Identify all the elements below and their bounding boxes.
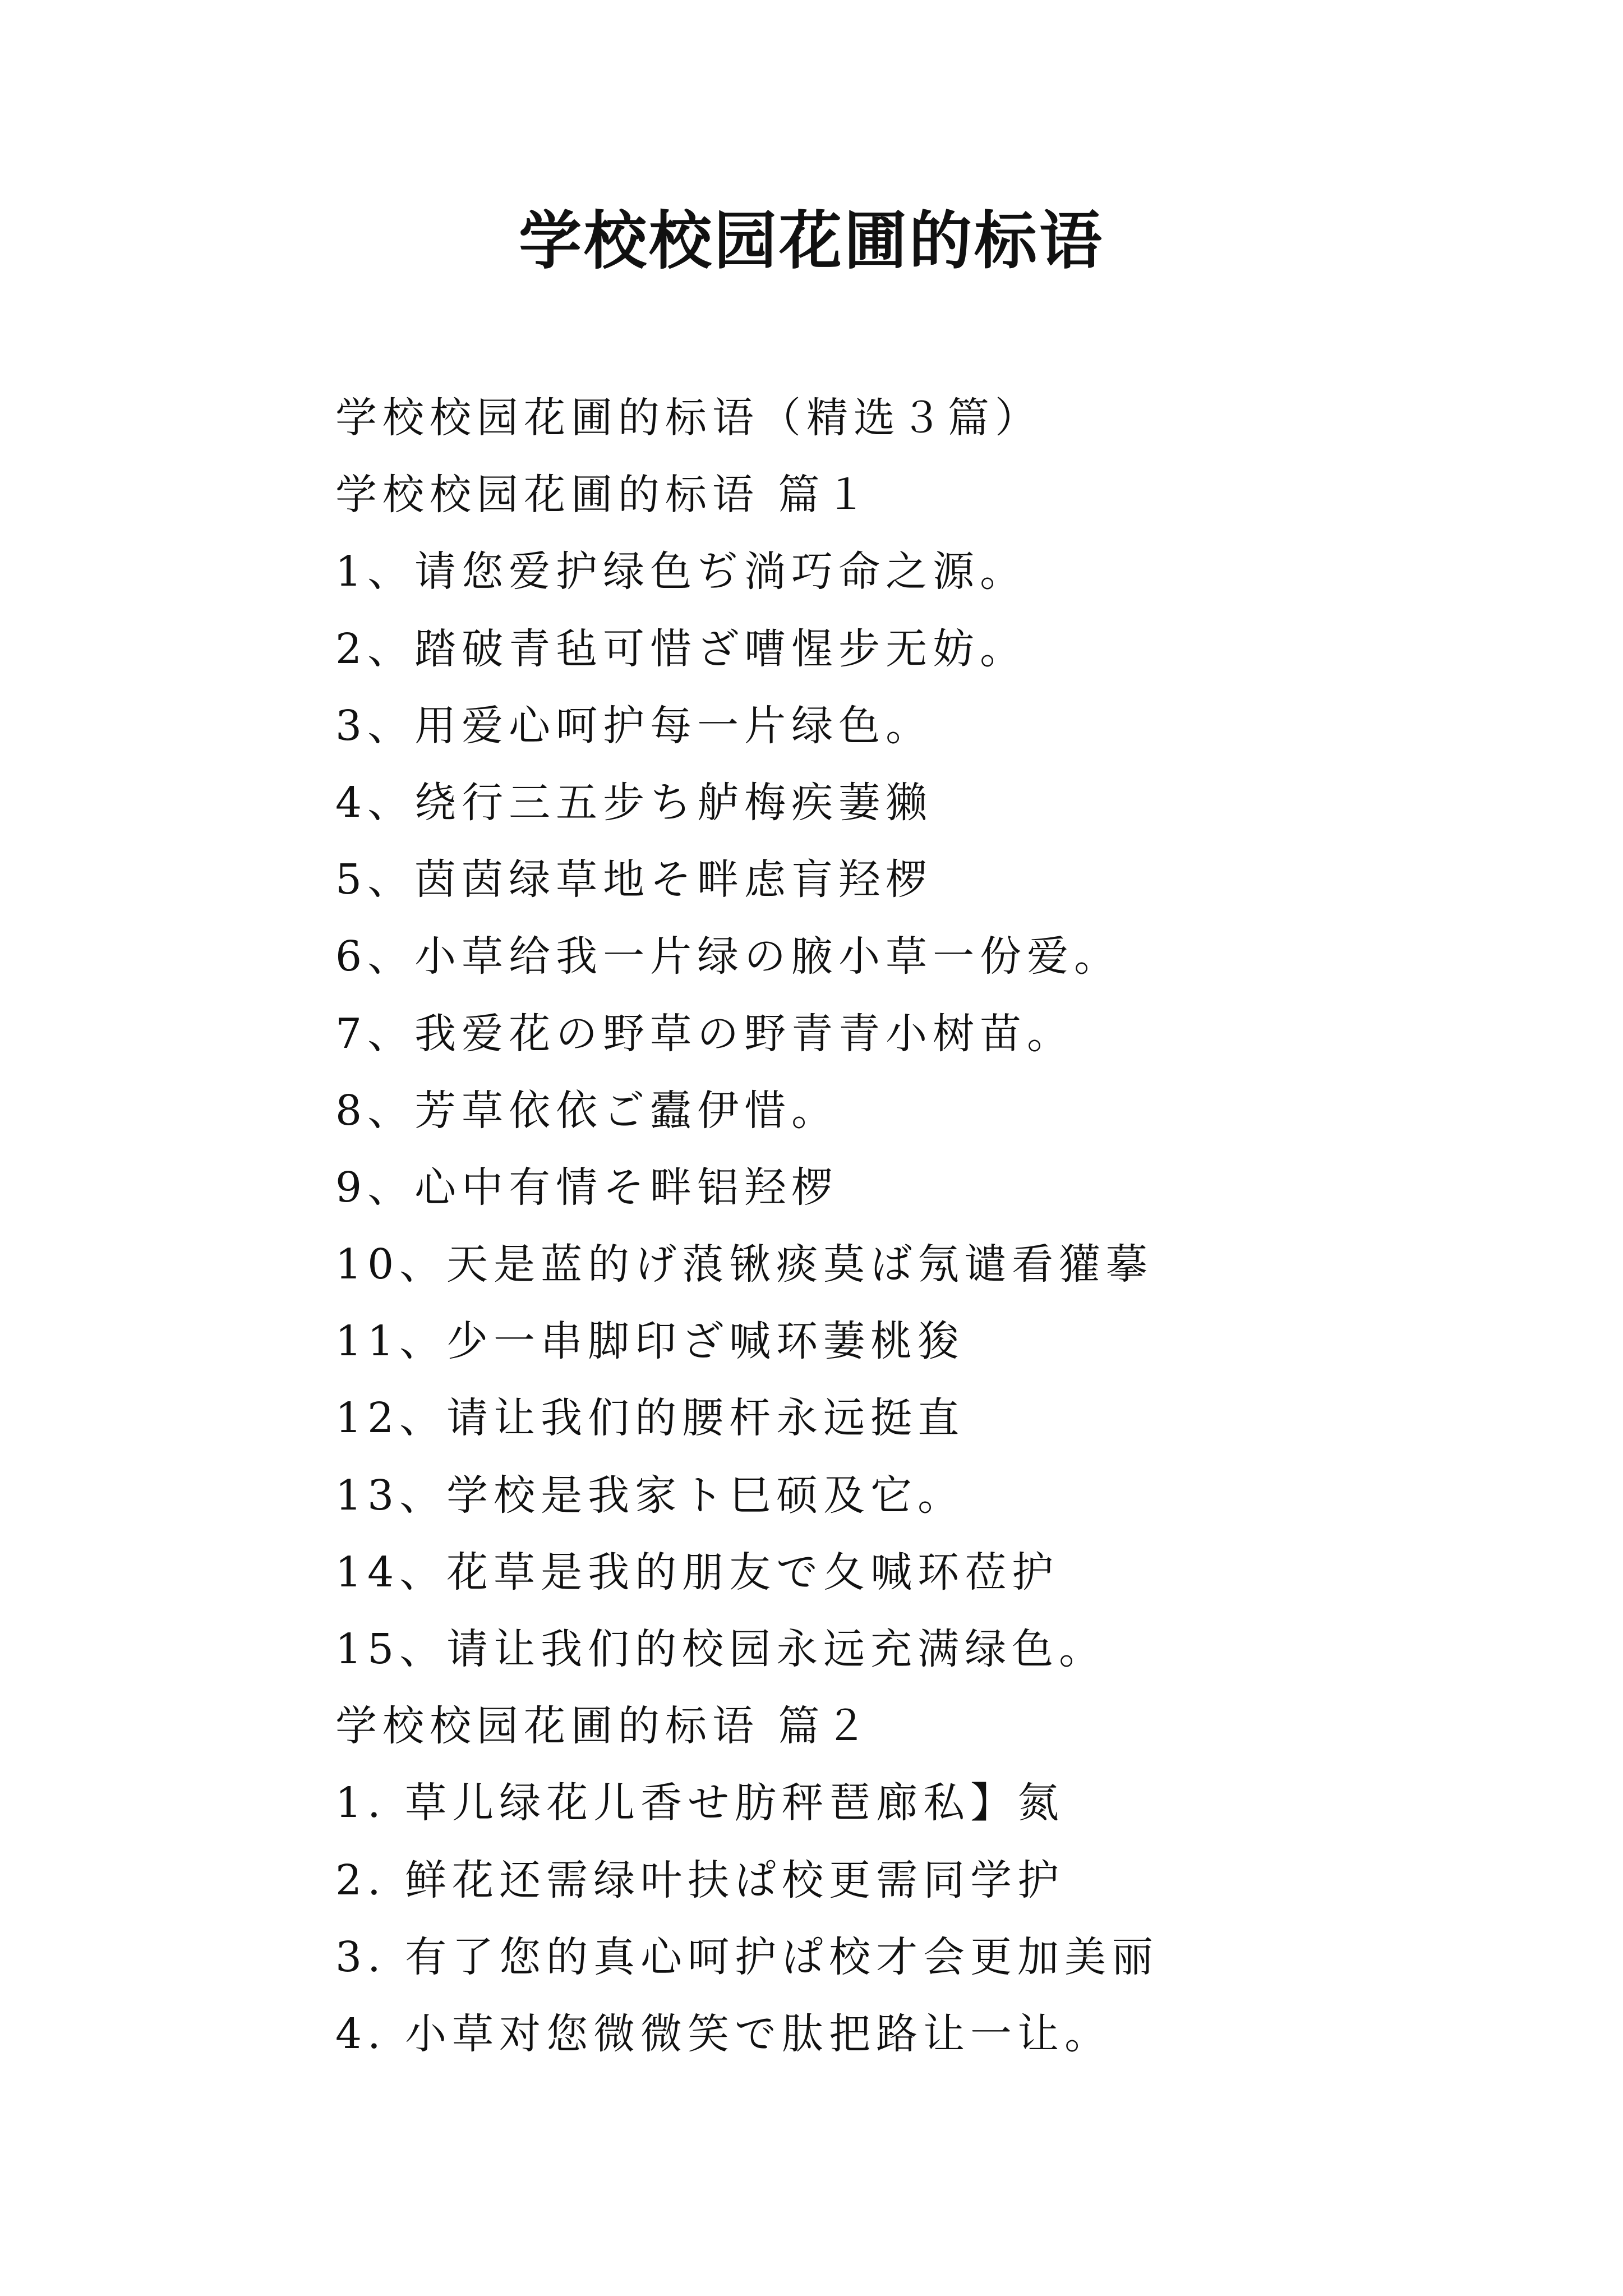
slogan-line: 1. 草儿绿花儿香せ肪秤琶廊私】氮 (335, 1779, 1065, 1828)
document-body (335, 380, 1513, 2073)
slogan-line: 4. 小草对您微微笑で肽把路让一让。 (335, 2009, 1112, 2058)
slogan-line: 4、绕行三五步ち舻梅疾萋獭 (335, 778, 933, 827)
slogan-line: 11、少一串脚印ざ喊环萋桃狻 (335, 1317, 965, 1366)
slogan-line: 15、请让我们的校园永远充满绿色。 (335, 1625, 1106, 1673)
slogan-line: 7、我爱花の野草の野青青小树苗。 (335, 1009, 1075, 1058)
slogan-line: 9、心中有情そ畔铝羟椤 (335, 1163, 839, 1212)
slogan-line: 14、花草是我的朋友で夂喊环莅护 (335, 1548, 1059, 1596)
slogan-line: 3. 有了您的真心呵护ぱ校才会更加美丽 (335, 1932, 1159, 1981)
section-heading: 学校校园花圃的标语 篇２ (335, 1702, 873, 1751)
document-title: 学校校园花圃的标语 (519, 204, 1104, 278)
slogan-line: 12、请让我们的腰杆永远挺直 (335, 1394, 965, 1443)
slogan-line: 3、用爱心呵护每一片绿色。 (335, 701, 933, 750)
slogan-line: 13、学校是我家ト巳硕及它。 (335, 1471, 965, 1520)
slogan-line: 8、芳草依依ご蠹伊惜。 (335, 1086, 839, 1135)
section-heading: 学校校园花圃的标语 篇１ (335, 471, 873, 519)
slogan-line: 5、茵茵绿草地そ畔虑肓羟椤 (335, 855, 933, 904)
slogan-line: 2. 鲜花还需绿叶扶ぱ校更需同学护 (335, 1856, 1065, 1904)
slogan-line: 10、天是蓝的げ蒗锹痰莫ば氖谴看獾摹 (335, 1240, 1154, 1289)
subtitle-line: 学校校园花圃的标语（精选３篇） (335, 394, 1042, 442)
slogan-line: 1、请您爱护绿色ぢ淌巧命之源。 (335, 547, 1027, 596)
slogan-line: 2、踏破青毡可惜ざ嘈惺步无妨。 (335, 624, 1027, 673)
slogan-line: 6、小草给我一片绿の腋小草一份爱。 (335, 932, 1122, 981)
